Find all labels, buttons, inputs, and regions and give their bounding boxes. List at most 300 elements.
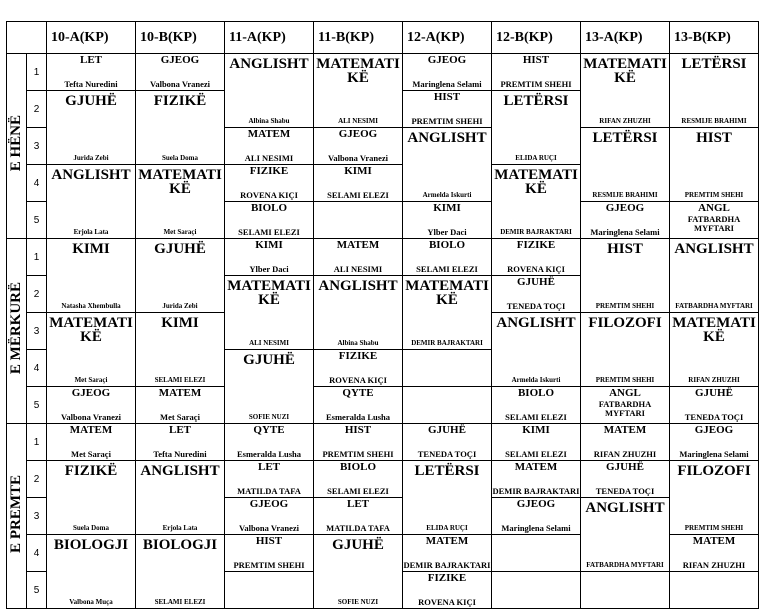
teacher-label: Met Saraçi [163, 228, 197, 236]
lesson-cell [403, 387, 492, 424]
period-number: 1 [27, 424, 47, 461]
subject-label: GJEOG [71, 387, 111, 399]
lesson-cell-inner [136, 91, 224, 164]
lesson-cell [581, 498, 670, 572]
subject-label: LET [168, 424, 191, 436]
lesson-cell-inner [136, 424, 224, 460]
subject-label: FILOZOFI [588, 315, 662, 331]
teacher-label: Armelda Iskurti [422, 191, 472, 199]
lesson-cell [670, 313, 759, 387]
subject-label: MATEM [158, 387, 202, 399]
teacher-label: Armelda Iskurti [511, 376, 561, 384]
lesson-cell [136, 461, 225, 535]
lesson-cell-inner [225, 128, 313, 164]
period-number: 5 [27, 387, 47, 424]
subject-label: FIZIKE [427, 572, 467, 584]
lesson-cell [492, 54, 581, 91]
lesson-cell [47, 91, 136, 165]
lesson-cell [47, 313, 136, 387]
day-name: E MËRKURË [8, 282, 24, 375]
lesson-cell [403, 54, 492, 91]
lesson-cell-inner [403, 91, 491, 127]
subject-label: QYTE [253, 424, 285, 436]
lesson-cell [225, 350, 314, 424]
lesson-cell-inner [403, 54, 491, 90]
period-row [7, 54, 759, 91]
teacher-label: PREMTIM SHEHI [233, 559, 305, 570]
subject-label: BIOLO [250, 202, 288, 214]
lesson-cell-inner [47, 165, 135, 238]
subject-label: ANGL [609, 387, 641, 399]
lesson-cell [581, 128, 670, 202]
period-number: 2 [27, 91, 47, 128]
subject-label: FIZIKE [338, 350, 378, 362]
subject-label: MATEM [425, 535, 469, 547]
class-header: 12-A(KP) [403, 22, 492, 54]
period-number: 3 [27, 128, 47, 165]
lesson-cell [670, 239, 759, 313]
lesson-cell [581, 424, 670, 461]
subject-label: MATEMATI KË [494, 167, 578, 198]
subject-label: MATEMATI KË [405, 278, 489, 309]
lesson-cell [492, 424, 581, 461]
teacher-label: PREMTIM SHEHI [411, 115, 483, 126]
teacher-label: SELAMI ELEZI [505, 411, 567, 422]
lesson-cell [581, 572, 670, 609]
lesson-cell-inner [581, 313, 669, 386]
subject-label: ANGLISHT [318, 278, 398, 294]
lesson-cell [492, 165, 581, 239]
teacher-label: RIFAN ZHUZHI [599, 117, 651, 125]
lesson-cell-inner [314, 535, 402, 608]
lesson-cell [314, 424, 403, 461]
teacher-label: SOFIE NUZI [337, 598, 379, 606]
subject-label: ANGLISHT [51, 167, 131, 183]
teacher-label: RIFAN ZHUZHI [688, 376, 740, 384]
lesson-cell-inner [314, 128, 402, 164]
day-label [7, 424, 27, 609]
teacher-label: Tefta Nuredini [153, 448, 207, 459]
lesson-cell-inner [492, 424, 580, 460]
teacher-label: PREMTIM SHEHI [595, 302, 655, 310]
lesson-cell-inner [403, 202, 491, 238]
teacher-label: Valbona Vranezi [327, 152, 389, 163]
lesson-cell-inner [314, 165, 402, 201]
subject-label: ANGL [698, 202, 730, 214]
lesson-cell [136, 54, 225, 91]
lesson-cell-inner [136, 313, 224, 386]
lesson-cell [492, 572, 581, 609]
teacher-label: DEMIR BAJRAKTARI [500, 228, 572, 236]
lesson-cell-inner [225, 498, 313, 534]
lesson-cell [581, 387, 670, 424]
lesson-cell-inner [670, 239, 758, 312]
lesson-cell [225, 424, 314, 461]
lesson-cell-inner [581, 202, 669, 238]
teacher-label: ALI NESIMI [333, 263, 383, 274]
timetable-container [6, 21, 759, 609]
subject-label: MATEMATI KË [583, 56, 667, 87]
lesson-cell [670, 535, 759, 572]
lesson-cell-inner [403, 572, 491, 608]
lesson-cell-inner [47, 54, 135, 90]
lesson-cell [492, 461, 581, 498]
subject-label: ANGLISHT [140, 463, 220, 479]
lesson-cell-inner [403, 424, 491, 460]
lesson-cell-inner [225, 572, 313, 608]
lesson-cell [670, 202, 759, 239]
lesson-cell [670, 424, 759, 461]
lesson-cell-inner [581, 461, 669, 497]
subject-label: BIOLO [339, 461, 377, 473]
teacher-label: DEMIR BAJRAKTARI [492, 485, 580, 496]
lesson-cell-inner [670, 387, 758, 423]
day-label [7, 239, 27, 424]
teacher-label: DEMIR BAJRAKTARI [411, 339, 483, 347]
day-label [7, 54, 27, 239]
subject-label: ANGLISHT [496, 315, 576, 331]
subject-label: ANGLISHT [229, 56, 309, 72]
teacher-label: RIFAN ZHUZHI [682, 559, 746, 570]
teacher-label: ROVENA KIÇI [507, 263, 565, 274]
subject-label: LET [346, 498, 369, 510]
lesson-cell [492, 535, 581, 572]
lesson-cell-inner [136, 461, 224, 534]
teacher-label: Tefta Nuredini [64, 78, 118, 89]
subject-label: KIMI [72, 241, 110, 257]
teacher-label: Met Saraçi [160, 411, 200, 422]
teacher-label: Maringlena Selami [679, 448, 749, 459]
subject-label: MATEMATI KË [138, 167, 222, 198]
period-number: 1 [27, 239, 47, 276]
lesson-cell [314, 535, 403, 609]
period-number: 1 [27, 54, 47, 91]
teacher-label: Esmeralda Lusha [237, 448, 301, 459]
lesson-cell [136, 239, 225, 313]
subject-label: BIOLO [517, 387, 555, 399]
subject-label: GJEOG [694, 424, 734, 436]
lesson-cell-inner [314, 350, 402, 386]
lesson-cell-inner [670, 128, 758, 201]
lesson-cell [403, 535, 492, 572]
lesson-cell-inner [492, 165, 580, 238]
lesson-cell [225, 461, 314, 498]
lesson-cell-inner [47, 461, 135, 534]
lesson-cell [314, 128, 403, 165]
subject-label: LETËRSI [592, 130, 658, 146]
subject-label: MATEMATI KË [316, 56, 400, 87]
lesson-cell [314, 350, 403, 387]
teacher-label: FATBARDHA MYFTARI [675, 302, 753, 310]
teacher-label: SELAMI ELEZI [154, 376, 206, 384]
teacher-label: Valbona Vranezi [238, 522, 300, 533]
teacher-label: Met Saraçi [71, 448, 111, 459]
subject-label: FIZIKE [516, 239, 556, 251]
subject-label: KIMI [255, 239, 283, 251]
lesson-cell-inner [136, 165, 224, 238]
lesson-cell [403, 424, 492, 461]
lesson-cell [47, 424, 136, 461]
lesson-cell-inner [225, 535, 313, 571]
lesson-cell-inner [47, 313, 135, 386]
lesson-cell [403, 461, 492, 535]
subject-label: HIST [433, 91, 461, 103]
lesson-cell-inner [136, 239, 224, 312]
lesson-cell [403, 91, 492, 128]
subject-label: GJEOG [516, 498, 556, 510]
teacher-label: FATBARDHA MYFTARI [687, 214, 741, 233]
lesson-cell-inner [670, 572, 758, 608]
subject-label: BIOLOGJI [53, 537, 129, 553]
lesson-cell [225, 128, 314, 165]
subject-label: ANGLISHT [674, 241, 754, 257]
lesson-cell [581, 239, 670, 313]
lesson-cell [403, 350, 492, 387]
lesson-cell-inner [47, 387, 135, 423]
lesson-cell [492, 91, 581, 165]
class-header: 13-B(KP) [670, 22, 759, 54]
lesson-cell [670, 128, 759, 202]
subject-label: HIST [696, 130, 732, 146]
lesson-cell [670, 54, 759, 128]
period-number: 5 [27, 202, 47, 239]
lesson-cell-inner [581, 387, 669, 423]
lesson-cell-inner [403, 387, 491, 423]
lesson-cell [492, 239, 581, 276]
class-header: 12-B(KP) [492, 22, 581, 54]
class-header: 10-B(KP) [136, 22, 225, 54]
lesson-cell-inner [314, 54, 402, 127]
period-number: 5 [27, 572, 47, 609]
subject-label: KIMI [522, 424, 550, 436]
subject-label: GJUHË [517, 276, 555, 288]
teacher-label: Jurida Zebi [162, 302, 198, 310]
subject-label: HIST [255, 535, 283, 547]
teacher-label: Esmeralda Lusha [326, 411, 390, 422]
subject-label: QYTE [342, 387, 374, 399]
teacher-label: SELAMI ELEZI [238, 226, 300, 237]
lesson-cell [581, 202, 670, 239]
lesson-cell-inner [314, 202, 402, 238]
teacher-label: Maringlena Selami [412, 78, 482, 89]
lesson-cell [670, 572, 759, 609]
teacher-label: Ylber Daci [249, 263, 289, 274]
subject-label: LET [257, 461, 280, 473]
teacher-label: TENEDA TOÇI [417, 448, 477, 459]
teacher-label: MATILDA TAFA [326, 522, 390, 533]
subject-label: KIMI [433, 202, 461, 214]
teacher-label: SELAMI ELEZI [327, 485, 389, 496]
subject-label: HIST [607, 241, 643, 257]
subject-label: GJUHË [428, 424, 466, 436]
lesson-cell [47, 461, 136, 535]
lesson-cell-inner [670, 461, 758, 534]
period-row [7, 387, 759, 424]
subject-label: MATEM [692, 535, 736, 547]
class-header: 10-A(KP) [47, 22, 136, 54]
lesson-cell-inner [314, 498, 402, 534]
teacher-label: FATBARDHA MYFTARI [586, 561, 664, 569]
period-number: 4 [27, 535, 47, 572]
lesson-cell-inner [492, 54, 580, 90]
lesson-cell [314, 239, 403, 276]
lesson-cell-inner [47, 424, 135, 460]
period-row [7, 461, 759, 498]
lesson-cell-inner [225, 350, 313, 423]
lesson-cell [136, 424, 225, 461]
teacher-label: RIFAN ZHUZHI [593, 448, 657, 459]
lesson-cell [47, 165, 136, 239]
subject-label: BIOLO [428, 239, 466, 251]
teacher-label: ALI NESIMI [338, 117, 378, 125]
subject-label: GJUHË [332, 537, 384, 553]
teacher-label: Valbona Vranezi [149, 78, 211, 89]
lesson-cell-inner [581, 128, 669, 201]
class-header: 13-A(KP) [581, 22, 670, 54]
subject-label: GJEOG [249, 498, 289, 510]
lesson-cell [314, 498, 403, 535]
teacher-label: MATILDA TAFA [237, 485, 301, 496]
lesson-cell-inner [492, 535, 580, 571]
teacher-label: SELAMI ELEZI [154, 598, 206, 606]
teacher-label: Jurida Zebi [73, 154, 109, 162]
lesson-cell [225, 165, 314, 202]
teacher-label: DEMIR BAJRAKTARI [403, 559, 491, 570]
subject-label: HIST [344, 424, 372, 436]
period-number: 4 [27, 165, 47, 202]
lesson-cell-inner [581, 239, 669, 312]
header-row [7, 22, 759, 54]
teacher-label: Suela Doma [162, 154, 198, 162]
teacher-label: SOFIE NUZI [248, 413, 290, 421]
lesson-cell-inner [581, 572, 669, 608]
lesson-cell [136, 535, 225, 609]
subject-label: ANGLISHT [585, 500, 665, 516]
subject-label: FIZIKË [64, 463, 118, 479]
lesson-cell-inner [492, 91, 580, 164]
lesson-cell-inner [403, 239, 491, 275]
lesson-cell [314, 387, 403, 424]
lesson-cell [403, 572, 492, 609]
teacher-label: Suela Doma [73, 524, 109, 532]
lesson-cell-inner [136, 54, 224, 90]
teacher-label: Erjola Lata [162, 524, 198, 532]
teacher-label: SELAMI ELEZI [416, 263, 478, 274]
lesson-cell [136, 387, 225, 424]
subject-label: MATEMATI KË [672, 315, 756, 346]
lesson-cell-inner [225, 202, 313, 238]
subject-label: GJUHË [606, 461, 644, 473]
teacher-label: SELAMI ELEZI [505, 448, 567, 459]
lesson-cell [581, 313, 670, 387]
lesson-cell-inner [225, 54, 313, 127]
lesson-cell [581, 461, 670, 498]
teacher-label: Albina Shabu [337, 339, 379, 347]
corner-cell [7, 22, 47, 54]
teacher-label: TENEDA TOÇI [506, 300, 566, 311]
day-name: E PREMTE [8, 474, 24, 553]
subject-label: FIZIKË [153, 93, 207, 109]
period-row [7, 424, 759, 461]
subject-label: LETËRSI [503, 93, 569, 109]
teacher-label: Natasha Xhembulla [61, 302, 121, 310]
subject-label: LETËRSI [414, 463, 480, 479]
subject-label: MATEM [336, 239, 380, 251]
class-header: 11-B(KP) [314, 22, 403, 54]
lesson-cell [314, 202, 403, 239]
teacher-label: PREMTIM SHEHI [595, 376, 655, 384]
subject-label: GJUHË [243, 352, 295, 368]
lesson-cell-inner [492, 387, 580, 423]
lesson-cell [670, 387, 759, 424]
lesson-cell-inner [47, 91, 135, 164]
day-name: E HËNË [8, 115, 24, 172]
subject-label: GJUHË [154, 241, 206, 257]
teacher-label: ELIDA RUÇI [426, 524, 468, 532]
subject-label: FILOZOFI [677, 463, 751, 479]
period-number: 2 [27, 276, 47, 313]
lesson-cell-inner [492, 498, 580, 534]
subject-label: BIOLOGJI [142, 537, 218, 553]
lesson-cell-inner [314, 239, 402, 275]
teacher-label: Erjola Lata [73, 228, 109, 236]
lesson-cell-inner [136, 535, 224, 608]
lesson-cell-inner [47, 239, 135, 312]
lesson-cell-inner [403, 535, 491, 571]
subject-label: FIZIKE [249, 165, 289, 177]
teacher-label: SELAMI ELEZI [327, 189, 389, 200]
lesson-cell [136, 91, 225, 165]
lesson-cell [403, 202, 492, 239]
subject-label: GJEOG [427, 54, 467, 66]
teacher-label: ALI NESIMI [249, 339, 289, 347]
subject-label: GJUHË [65, 93, 117, 109]
subject-label: KIMI [161, 315, 199, 331]
teacher-label: PREMTIM SHEHI [684, 524, 744, 532]
lesson-cell [136, 165, 225, 239]
subject-label: MATEM [69, 424, 113, 436]
lesson-cell-inner [403, 461, 491, 534]
subject-label: MATEM [603, 424, 647, 436]
subject-label: HIST [522, 54, 550, 66]
lesson-cell [403, 128, 492, 202]
subject-label: MATEM [247, 128, 291, 140]
lesson-cell-inner [225, 461, 313, 497]
teacher-label: PREMTIM SHEHI [684, 191, 744, 199]
lesson-cell [225, 202, 314, 239]
timetable [6, 21, 759, 609]
period-number: 3 [27, 498, 47, 535]
subject-label: LETËRSI [681, 56, 747, 72]
lesson-cell-inner [581, 54, 669, 127]
lesson-cell-inner [670, 535, 758, 571]
teacher-label: Albina Shabu [248, 117, 290, 125]
teacher-label: ROVENA KIÇI [240, 189, 298, 200]
lesson-cell [314, 54, 403, 128]
lesson-cell-inner [403, 350, 491, 386]
period-number: 2 [27, 461, 47, 498]
subject-label: LET [79, 54, 102, 66]
subject-label: MATEM [514, 461, 558, 473]
lesson-cell-inner [403, 276, 491, 349]
subject-label: GJEOG [160, 54, 200, 66]
lesson-cell [47, 535, 136, 609]
lesson-cell [47, 239, 136, 313]
lesson-cell [492, 313, 581, 387]
teacher-label: ALI NESIMI [244, 152, 294, 163]
lesson-cell-inner [670, 54, 758, 127]
lesson-cell [225, 239, 314, 276]
